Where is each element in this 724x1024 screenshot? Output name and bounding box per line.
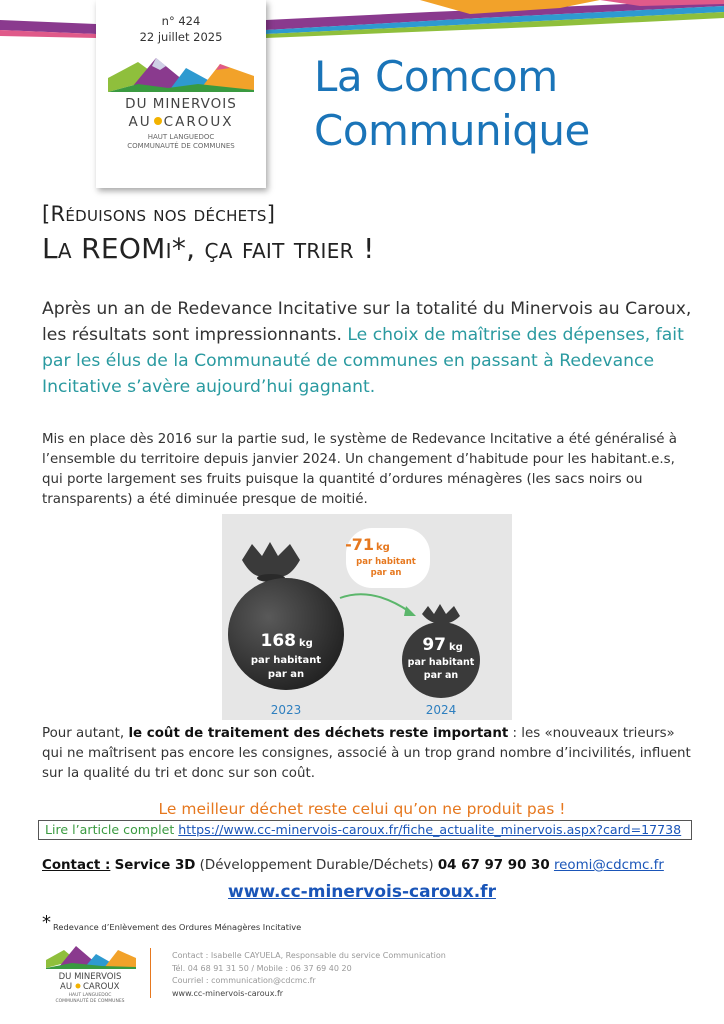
contact-service-detail: (Développement Durable/Déchets) bbox=[199, 858, 434, 873]
article-link-label: Lire l’article complet bbox=[45, 822, 175, 837]
delta-line1: par habitant bbox=[356, 557, 416, 567]
logo-text-line2 bbox=[96, 114, 266, 130]
footer-line-1: Contact : Isabelle CAYUELA, Responsable du service Communication bbox=[172, 951, 446, 960]
footer-logo-sub1: HAUT LANGUEDOC bbox=[68, 993, 112, 998]
footer-logo-caroux: CAROUX bbox=[83, 982, 120, 992]
lead-plain: Après un an de Redevance Incitative sur la totalité du Minervois au Caroux, les résultats sont impressionnants. bbox=[42, 299, 692, 345]
bag-2024-line2: par an bbox=[423, 670, 459, 681]
footnote-star: * bbox=[42, 912, 51, 933]
footer-contact bbox=[172, 950, 446, 1000]
year-2023-label: 2023 bbox=[270, 703, 302, 717]
bag-2024-unit: kg bbox=[449, 642, 463, 653]
issue-number: n° 424 bbox=[161, 14, 201, 28]
body-paragraph-1: Mis en place dès 2016 sur la partie sud, le système de Redevance Incitative a été généralisé à l’ensemble du territoire depuis janvier 2024. Un changement d’habitude pour les habitant.e.s, qui porte largement ses fruits puisque la quantité d’ordures ménagères (les sacs noirs ou transparents) a été diminuée presque de moitié. bbox=[42, 432, 678, 507]
contact-line bbox=[42, 858, 702, 873]
footer-logo-line1: DU MINERVOIS bbox=[58, 972, 122, 982]
bag-2023-unit: kg bbox=[299, 638, 313, 649]
headline-line-1: La Comcom bbox=[314, 52, 558, 101]
article-title: La REOMi*, ça fait trier ! bbox=[42, 232, 375, 265]
contact-phone: 04 67 97 90 30 bbox=[437, 858, 550, 873]
footnote-text: Redevance d’Enlèvement des Ordures Ménagères Incitative bbox=[53, 922, 302, 932]
footer-divider bbox=[150, 948, 151, 998]
body2-intro: Pour autant, bbox=[42, 726, 125, 741]
bag-2023-line1: par habitant bbox=[250, 655, 322, 666]
footer-line-2: Tél. 04 68 91 31 50 / Mobile : 06 37 69 40 20 bbox=[172, 963, 352, 973]
logo-subtitle-1: HAUT LANGUEDOC bbox=[147, 133, 215, 141]
delta-unit: kg bbox=[376, 542, 390, 553]
logo-mountains-icon bbox=[108, 56, 254, 92]
lead-highlight: Le choix de maîtrise des dépenses, fait par les élus de la Communauté de communes en passant à Redevance Incitative s’avère aujourd’hui gagnant. bbox=[42, 325, 684, 397]
article-link-box bbox=[38, 820, 692, 840]
contact-email-link[interactable]: reomi@cdcmc.fr bbox=[553, 858, 664, 873]
waste-infographic bbox=[222, 514, 512, 720]
website-link[interactable]: www.cc-minervois-caroux.fr bbox=[228, 882, 496, 902]
bag-2023-value: 168 bbox=[260, 631, 296, 651]
article-link[interactable]: https://www.cc-minervois-caroux.fr/fiche_actualite_minervois.aspx?card=17738 bbox=[178, 822, 682, 837]
footer-logo-sub2: COMMUNAUTÉ DE COMMUNES bbox=[55, 999, 125, 1004]
contact-label: Contact : bbox=[42, 858, 111, 873]
delta-value: -71 bbox=[345, 535, 374, 554]
logo-text-line1: DU MINERVOIS bbox=[125, 96, 237, 112]
logo-card bbox=[96, 0, 266, 188]
body2-emphasis: le coût de traitement des déchets reste important bbox=[128, 726, 509, 741]
contact-service: Service 3D bbox=[114, 858, 196, 873]
footer-line-3: Courriel : communication@cdcmc.fr bbox=[172, 976, 316, 985]
footer-logo bbox=[42, 944, 138, 1004]
bag-2024-value: 97 bbox=[422, 635, 446, 655]
logo-text-au: AU bbox=[128, 114, 152, 130]
footer-website[interactable]: www.cc-minervois-caroux.fr bbox=[172, 988, 284, 998]
article-kicker: [Réduisons nos déchets] bbox=[42, 202, 276, 226]
footer-logo-dot-icon bbox=[76, 984, 81, 989]
year-2024-label: 2024 bbox=[425, 703, 457, 717]
logo-subtitle-2: COMMUNAUTÉ DE COMMUNES bbox=[127, 142, 235, 150]
delta-line2: par an bbox=[370, 568, 402, 578]
body-paragraph-2 bbox=[42, 724, 694, 784]
headline-line-2: Communique bbox=[314, 106, 590, 155]
bag-2023-line2: par an bbox=[267, 669, 305, 680]
issue-date: 22 juillet 2025 bbox=[139, 30, 223, 44]
body2-rest: : les «nouveaux trieurs» qui ne maîtrisent pas encore les consignes, associé à un trop grand nombre d’incivilités, influent sur la qualité du tri et donc sur son coût. bbox=[42, 726, 691, 781]
bag-2024-line1: par habitant bbox=[407, 657, 475, 668]
lead-paragraph bbox=[42, 296, 692, 400]
footer-logo-au: AU bbox=[60, 982, 73, 992]
motto: Le meilleur déchet reste celui qu’on ne produit pas ! bbox=[158, 800, 566, 818]
logo-text-caroux: CAROUX bbox=[163, 114, 234, 130]
logo-dot-icon bbox=[154, 117, 162, 125]
